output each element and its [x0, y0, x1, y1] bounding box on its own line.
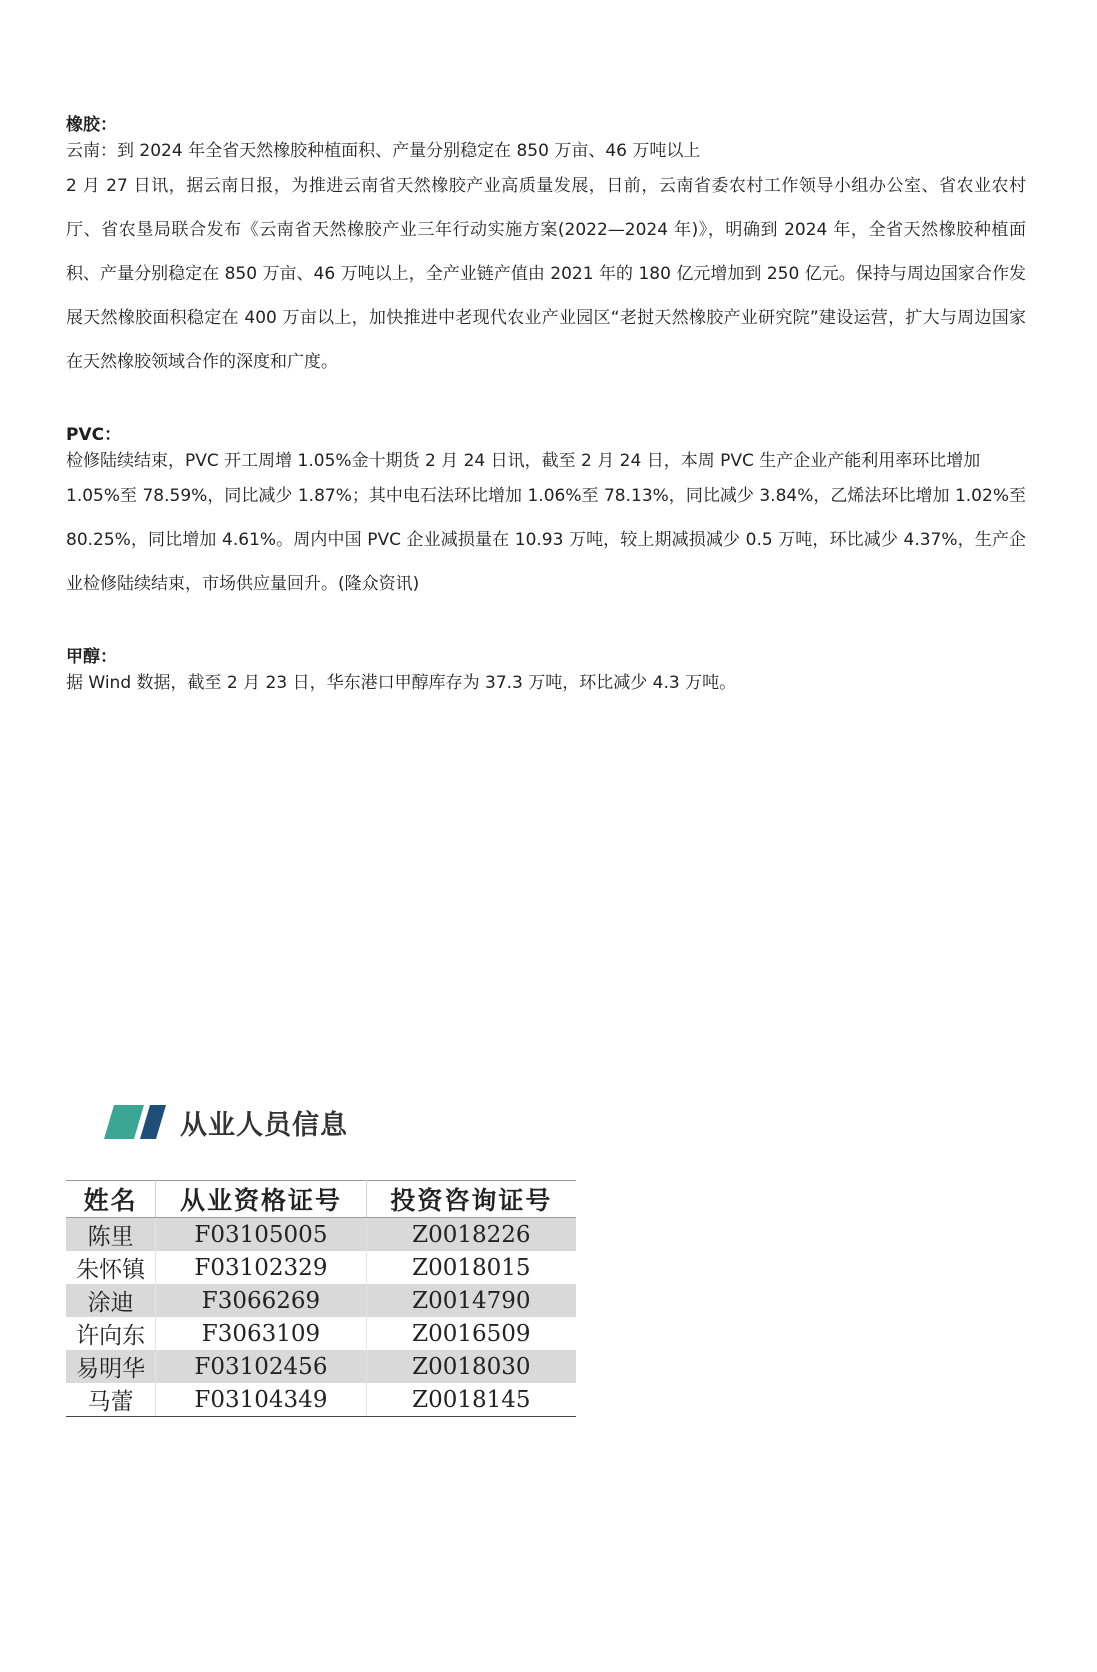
consulting-number: Z0014790: [366, 1284, 576, 1317]
pvc-headline: 检修陆续结束，PVC 开工周增 1.05%金十期货 2 月 24 日讯，截至 2 月 24 日，本周 PVC 生产企业产能利用率环比增加: [66, 451, 981, 471]
qualification-number: F03105005: [156, 1218, 366, 1252]
parallelogram-logo-icon: [104, 1105, 166, 1139]
pvc-title: PVC：: [66, 425, 122, 445]
consulting-number: Z0018226: [366, 1218, 576, 1252]
methanol-section: [66, 644, 1026, 696]
staff-name: 涂迪: [66, 1284, 156, 1317]
staff-table-header-row: [66, 1181, 576, 1218]
staff-name: 马蕾: [66, 1383, 156, 1417]
consulting-number: Z0018015: [412, 1254, 531, 1281]
staff-name: 朱怀镇: [66, 1251, 156, 1284]
commodity-news: [66, 112, 1026, 734]
staff-name: 陈里: [66, 1218, 156, 1252]
table-row: [66, 1284, 576, 1317]
qualification-number: F3066269: [156, 1284, 366, 1317]
table-row: [66, 1317, 576, 1350]
pvc-body: 1.05%至 78.59%，同比减少 1.87%；其中电石法环比增加 1.06%至 78.13%，同比减少 3.84%，乙烯法环比增加 1.02%至 80.25%，同比增加 4.61%。周内中国 PVC 企业减损量在 10.93 万吨，较上期减损减少 0.5 万吨，环比减少 4.37%，生产企业检修陆续结束，市场供应量回升。(隆众资讯): [66, 486, 1026, 594]
pvc-section: [66, 422, 1026, 606]
consulting-number: Z0018145: [366, 1383, 576, 1417]
table-row: [66, 1383, 576, 1417]
methanol-body: 据 Wind 数据，截至 2 月 23 日，华东港口甲醇库存为 37.3 万吨，环比减少 4.3 万吨。: [66, 673, 737, 693]
rubber-headline: 云南：到 2024 年全省天然橡胶种植面积、产量分别稳定在 850 万亩、46 万吨以上: [66, 141, 701, 161]
column-header-consulting: 投资咨询证号: [366, 1181, 576, 1218]
table-row: [66, 1218, 576, 1252]
qualification-number: F3063109: [156, 1317, 366, 1350]
methanol-title: 甲醇：: [66, 647, 117, 667]
staff-section-title: 从业人员信息: [180, 1109, 348, 1141]
staff-table: [66, 1180, 576, 1417]
column-header-name: 姓名: [66, 1181, 156, 1218]
qualification-number: F03102456: [156, 1350, 366, 1383]
rubber-body: 2 月 27 日讯，据云南日报，为推进云南省天然橡胶产业高质量发展，日前，云南省委农村工作领导小组办公室、省农业农村厅、省农垦局联合发布《云南省天然橡胶产业三年行动实施方案(2022—2024 年)》，明确到 2024 年，全省天然橡胶种植面积、产量分别稳定在 850 万亩、46 万吨以上，全产业链产值由 2021 年的 180 亿元增加到 250 亿元。保持与周边国家合作发展天然橡胶面积稳定在 400 万亩以上，加快推进中老现代农业产业园区“老挝天然橡胶产业研究院”建设运营，扩大与周边国家在天然橡胶领域合作的深度和广度。: [66, 176, 1026, 372]
staff-section-header: [104, 1104, 348, 1140]
qualification-number: F03104349: [156, 1383, 366, 1417]
column-header-qualification: 从业资格证号: [156, 1181, 366, 1218]
staff-name: 许向东: [66, 1317, 156, 1350]
consulting-number: Z0018030: [366, 1350, 576, 1383]
table-row: [66, 1350, 576, 1383]
staff-name: 易明华: [66, 1350, 156, 1383]
qualification-number: F03102329: [156, 1251, 366, 1284]
consulting-number: Z0016509: [412, 1320, 531, 1347]
rubber-title: 橡胶：: [66, 115, 117, 135]
table-row: [66, 1251, 576, 1284]
rubber-section: [66, 112, 1026, 384]
